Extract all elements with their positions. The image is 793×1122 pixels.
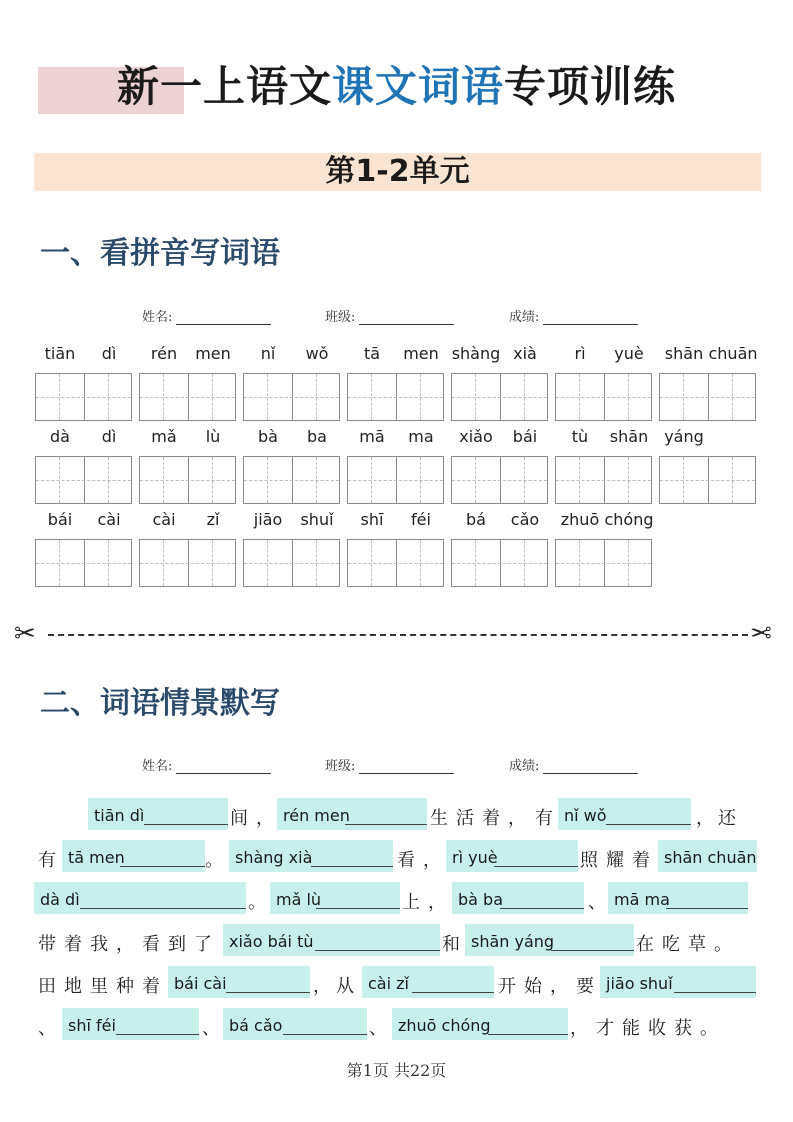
score-label: 成绩: (509, 310, 540, 325)
writing-box[interactable] (243, 539, 340, 587)
passage-text: 间， (230, 808, 282, 829)
passage-text: 。 (205, 850, 231, 871)
answer-blank[interactable] (277, 798, 427, 830)
pinyin-syllable: tiān (44, 344, 76, 363)
pinyin-syllable: men (195, 344, 231, 363)
writing-box[interactable] (35, 373, 132, 421)
scissors-icon: ✂ (14, 619, 36, 649)
write-line (494, 866, 578, 867)
pinyin-syllable: jiāo (253, 510, 283, 529)
answer-blank[interactable] (452, 882, 584, 914)
score-label: 成绩: (509, 759, 540, 774)
passage-text: 在吃草。 (636, 934, 740, 955)
pinyin-syllable: mǎ (151, 427, 177, 446)
answer-blank[interactable] (608, 882, 748, 914)
passage-text: ，才能收获。 (570, 1018, 726, 1039)
pinyin-syllable: dà (50, 427, 70, 446)
pinyin-syllable: rì (574, 344, 586, 363)
passage-text: ， (313, 976, 339, 997)
write-line (144, 824, 228, 825)
answer-blank[interactable] (34, 882, 246, 914)
passage-text: ， (696, 808, 722, 829)
score-field[interactable] (543, 310, 638, 325)
writing-box[interactable] (555, 539, 652, 587)
write-line (80, 908, 246, 909)
write-line (606, 824, 691, 825)
passage-text: 看， (397, 850, 449, 871)
name-field[interactable] (176, 310, 271, 325)
answer-blank[interactable] (223, 1008, 367, 1040)
passage-text: 田地里种着 (38, 976, 168, 997)
write-line (120, 866, 205, 867)
blank-pinyin: shān chuān (664, 848, 757, 867)
pinyin-syllable: bái (47, 510, 73, 529)
pinyin-syllable: men (403, 344, 439, 363)
writing-box[interactable] (139, 456, 236, 504)
blank-pinyin: tiān dì (94, 806, 145, 825)
writing-box[interactable] (659, 373, 756, 421)
answer-blank[interactable] (392, 1008, 568, 1040)
write-line (674, 992, 756, 993)
write-line (488, 1034, 568, 1035)
name-label: 姓名: (142, 759, 173, 774)
pinyin-syllable: cǎo (510, 510, 540, 529)
answer-blank[interactable] (168, 966, 310, 998)
pinyin-syllable: chuān (708, 344, 758, 363)
pinyin-syllable: nǐ (260, 344, 276, 363)
class-field[interactable] (359, 759, 454, 774)
section2-heading: 二、词语情景默写 (40, 686, 280, 721)
pinyin-syllable: bá (466, 510, 486, 529)
writing-box[interactable] (451, 373, 548, 421)
answer-blank[interactable] (362, 966, 494, 998)
writing-box[interactable] (347, 456, 444, 504)
blank-pinyin: shàng xià (235, 848, 313, 867)
blank-pinyin: mǎ lù (276, 890, 322, 909)
pinyin-syllable: féi (411, 510, 431, 529)
passage-text: 还 (718, 808, 744, 829)
pinyin-syllable: shàng (451, 344, 501, 363)
blank-pinyin: dà dì (40, 890, 80, 909)
pinyin-syllable: mā (359, 427, 385, 446)
section1-heading: 一、看拼音写词语 (40, 236, 280, 271)
answer-blank[interactable] (223, 924, 440, 956)
passage-text: 上， (402, 892, 454, 913)
cut-line (48, 634, 748, 636)
pinyin-syllable: cài (152, 510, 176, 529)
page-footer: 第1页 共22页 (346, 1061, 447, 1080)
write-line (116, 1034, 199, 1035)
writing-box[interactable] (347, 373, 444, 421)
page-title (0, 57, 793, 117)
answer-blank[interactable] (88, 798, 228, 830)
pinyin-syllable: rén (150, 344, 178, 363)
passage-text: 生活着， (430, 808, 534, 829)
blank-pinyin: bái cài (174, 974, 227, 993)
answer-blank[interactable] (229, 840, 393, 872)
title-part-1: 新一上语文 (116, 62, 332, 111)
answer-blank[interactable] (600, 966, 756, 998)
writing-box[interactable] (243, 456, 340, 504)
answer-blank[interactable] (270, 882, 400, 914)
writing-box[interactable] (139, 539, 236, 587)
blank-pinyin: cài zǐ (368, 974, 409, 993)
pinyin-syllable: shān (609, 427, 649, 446)
pinyin-syllable: zǐ (206, 510, 220, 529)
pinyin-syllable: shuǐ (300, 510, 334, 529)
passage-text: 。 (248, 892, 274, 913)
pinyin-syllable: dì (101, 344, 117, 363)
pinyin-syllable: shān (664, 344, 704, 363)
title-part-3: 专项训练 (504, 62, 677, 111)
blank-pinyin: xiǎo bái tù (229, 932, 314, 951)
blank-pinyin: nǐ wǒ (564, 806, 607, 825)
write-line (345, 824, 427, 825)
blank-pinyin: tā men (68, 848, 125, 867)
passage-text: 从 (336, 976, 362, 997)
blank-pinyin: rén men (283, 806, 350, 825)
pinyin-syllable: ba (307, 427, 327, 446)
pinyin-syllable: shī (360, 510, 384, 529)
writing-box[interactable] (139, 373, 236, 421)
writing-box[interactable] (451, 456, 548, 504)
class-label: 班级: (325, 759, 356, 774)
score-field[interactable] (543, 759, 638, 774)
write-line (551, 950, 634, 951)
answer-blank[interactable] (62, 840, 205, 872)
passage-text: 开始，要 (498, 976, 602, 997)
write-line (412, 992, 494, 993)
passage-text: 、 (202, 1018, 228, 1039)
passage-text: 带着我，看到了 (38, 934, 220, 955)
writing-box[interactable] (451, 539, 548, 587)
writing-box[interactable] (35, 539, 132, 587)
pinyin-syllable: xiǎo (459, 427, 493, 446)
pinyin-syllable: tù (571, 427, 589, 446)
writing-box[interactable] (555, 373, 652, 421)
name-field[interactable] (176, 759, 271, 774)
class-field[interactable] (359, 310, 454, 325)
writing-box[interactable] (243, 373, 340, 421)
pinyin-syllable: xià (513, 344, 537, 363)
pinyin-syllable: bà (258, 427, 278, 446)
pinyin-syllable: lù (205, 427, 221, 446)
title-part-2: 课文词语 (331, 62, 504, 111)
unit-banner: 第1-2单元 (34, 153, 761, 191)
answer-blank[interactable] (446, 840, 578, 872)
writing-box[interactable] (35, 456, 132, 504)
blank-pinyin: bá cǎo (229, 1016, 283, 1035)
passage-text: 、 (369, 1018, 395, 1039)
blank-pinyin: rì yuè (452, 848, 498, 867)
answer-blank[interactable] (658, 840, 757, 872)
pinyin-syllable: ma (408, 427, 434, 446)
answer-blank[interactable] (558, 798, 691, 830)
blank-pinyin: shān yáng (471, 932, 555, 951)
pinyin-syllable: bái (512, 427, 538, 446)
passage-text: 有 (535, 808, 561, 829)
blank-pinyin: zhuō chóng (398, 1016, 491, 1035)
write-line (500, 908, 584, 909)
pinyin-syllable: chóng (604, 510, 654, 529)
blank-pinyin: mā ma (614, 890, 670, 909)
write-line (226, 992, 310, 993)
blank-pinyin: jiāo shuǐ (606, 974, 673, 993)
pinyin-syllable: yuè (614, 344, 644, 363)
write-line (666, 908, 748, 909)
write-line (311, 866, 393, 867)
blank-pinyin: shī féi (68, 1016, 116, 1035)
pinyin-syllable: dì (101, 427, 117, 446)
passage-text: 照耀着 (580, 850, 658, 871)
write-line (315, 950, 440, 951)
passage-text: 有 (38, 850, 64, 871)
pinyin-syllable: zhuō (560, 510, 600, 529)
blank-pinyin: bà ba (458, 890, 504, 909)
write-line (316, 908, 400, 909)
write-line (283, 1034, 367, 1035)
writing-box[interactable] (659, 456, 756, 504)
pinyin-syllable: wǒ (305, 344, 329, 363)
passage-text: 、 (588, 892, 614, 913)
writing-box[interactable] (347, 539, 444, 587)
writing-box[interactable] (555, 456, 652, 504)
answer-blank[interactable] (62, 1008, 199, 1040)
answer-blank[interactable] (465, 924, 634, 956)
name-label: 姓名: (142, 310, 173, 325)
class-label: 班级: (325, 310, 356, 325)
pinyin-syllable: yáng (664, 427, 704, 446)
pinyin-syllable: tā (363, 344, 381, 363)
scissors-icon: ✂ (750, 619, 772, 649)
passage-text: 、 (38, 1018, 64, 1039)
pinyin-syllable: cài (97, 510, 121, 529)
passage-text: 和 (442, 934, 468, 955)
